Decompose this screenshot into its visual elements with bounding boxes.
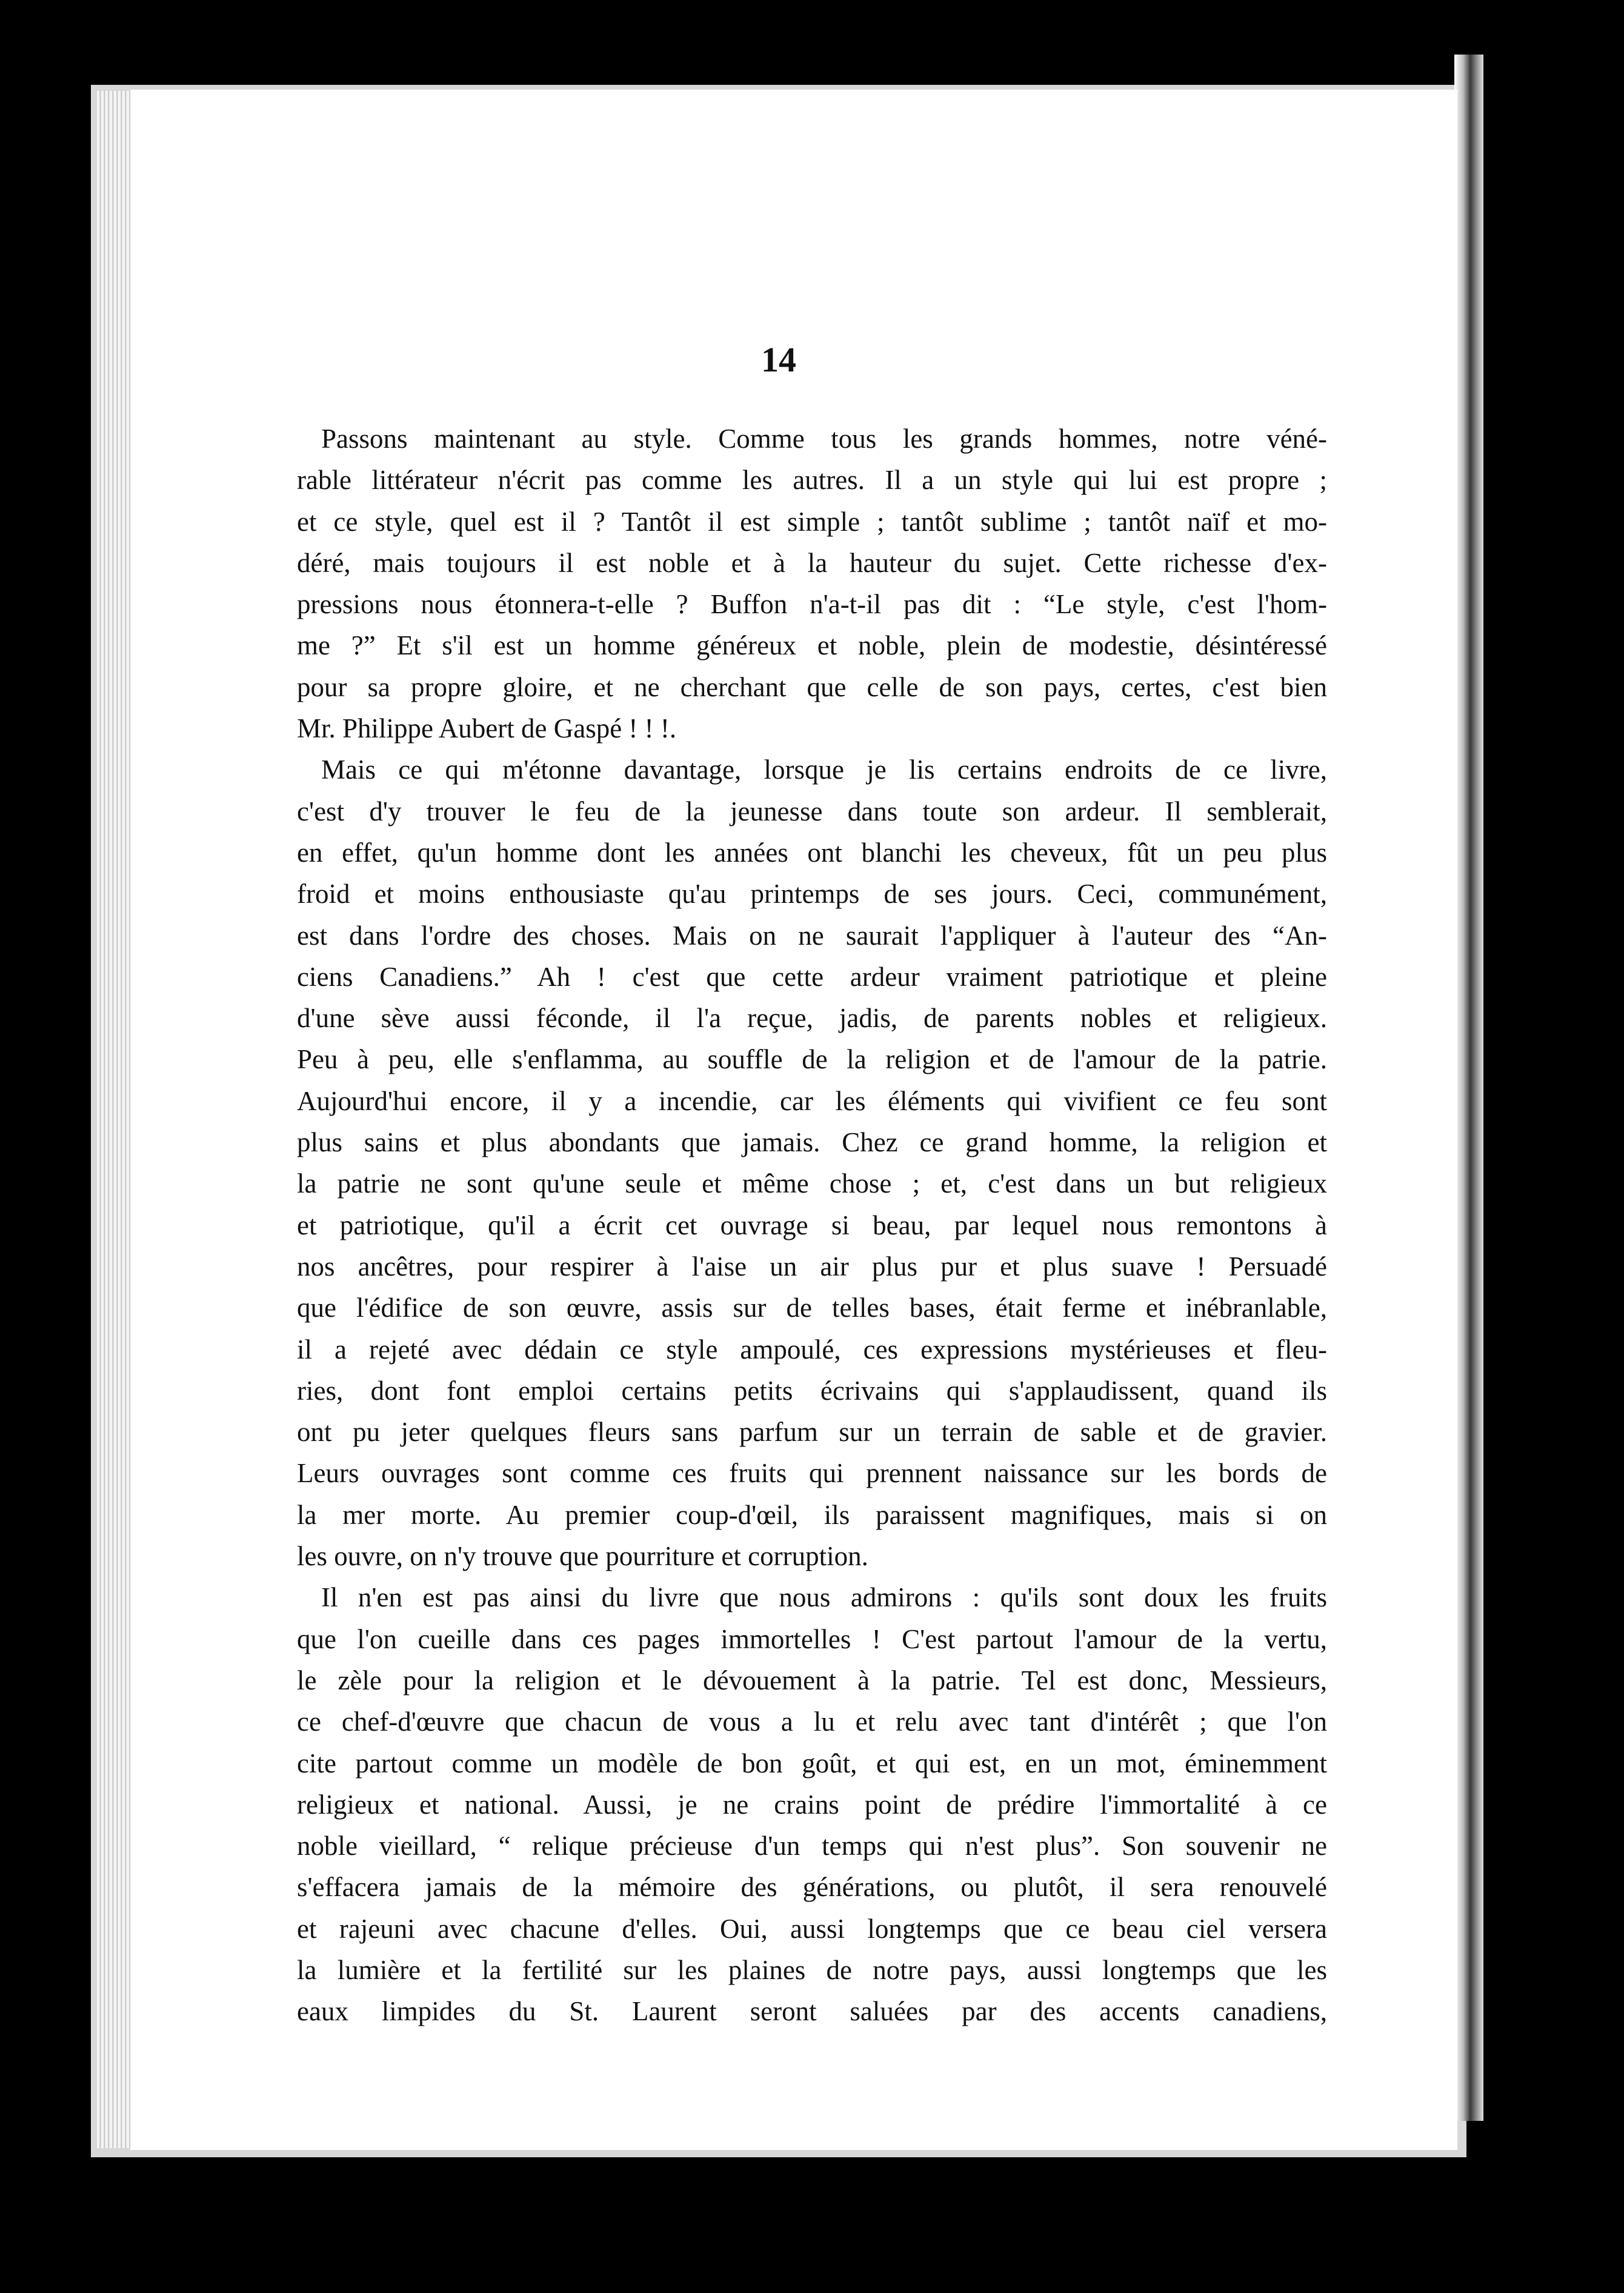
text-line: Peu à peu, elle s'enflamma, au souffle de la religion et de l'amour de la patrie.	[297, 1044, 1327, 1075]
text-line: ce chef-d'œuvre que chacun de vous a lu et relu avec tant d'intérêt ; que l'on	[297, 1706, 1327, 1737]
text-line: et rajeuni avec chacune d'elles. Oui, aussi longtemps que ce beau ciel versera	[297, 1913, 1327, 1944]
text-line: que l'édifice de son œuvre, assis sur de telles bases, était ferme et inébranlable,	[297, 1293, 1327, 1323]
text-line: les ouvre, on n'y trouve que pourriture et corruption.	[297, 1541, 868, 1572]
text-line: Passons maintenant au style. Comme tous les grands hommes, notre véné-	[321, 424, 1327, 454]
text-line: et patriotique, qu'il a écrit cet ouvrage si beau, par lequel nous remontons à	[297, 1210, 1327, 1240]
text-line: ont pu jeter quelques fleurs sans parfum sur un terrain de sable et de gravier.	[297, 1417, 1327, 1448]
text-line: noble vieillard, “ relique précieuse d'un temps qui n'est plus”. Son souvenir ne	[297, 1831, 1327, 1862]
page-number: 14	[761, 340, 796, 379]
text-line: Leurs ouvrages sont comme ces fruits qui prennent naissance sur les bords de	[297, 1458, 1327, 1489]
text-line: Mr. Philippe Aubert de Gaspé ! ! !.	[297, 713, 677, 744]
text-line: ciens Canadiens.” Ah ! c'est que cette ardeur vraiment patriotique et pleine	[297, 961, 1327, 992]
text-line: Mais ce qui m'étonne davantage, lorsque je lis certains endroits de ce livre,	[321, 754, 1327, 785]
text-line: il a rejeté avec dédain ce style ampoulé, ces expressions mystérieuses et fleu-	[297, 1334, 1327, 1365]
page-body-text	[297, 418, 1327, 2032]
text-line: me ?” Et s'il est un homme généreux et noble, plein de modestie, désintéressé	[297, 630, 1327, 661]
text-line: que l'on cueille dans ces pages immortelles ! C'est partout l'amour de la vertu,	[297, 1623, 1327, 1654]
text-line: religieux et national. Aussi, je ne crains point de prédire l'immortalité à ce	[297, 1789, 1327, 1820]
page-fold-shadow	[1454, 55, 1483, 2121]
text-line: eaux limpides du St. Laurent seront saluées par des accents canadiens,	[297, 1996, 1327, 2027]
text-line: la lumière et la fertilité sur les plaines de notre pays, aussi longtemps que les	[297, 1954, 1327, 1985]
text-line: Aujourd'hui encore, il y a incendie, car les éléments qui vivifient ce feu sont	[297, 1085, 1327, 1116]
text-line: déré, mais toujours il est noble et à la hauteur du sujet. Cette richesse d'ex-	[297, 547, 1327, 578]
text-line: rable littérateur n'écrit pas comme les autres. Il a un style qui lui est propre ;	[297, 465, 1327, 496]
text-line: le zèle pour la religion et le dévouement à la patrie. Tel est donc, Messieurs,	[297, 1665, 1327, 1696]
text-line: la patrie ne sont qu'une seule et même chose ; et, c'est dans un but religieux	[297, 1168, 1327, 1199]
text-line: et ce style, quel est il ? Tantôt il est simple ; tantôt sublime ; tantôt naïf et mo-	[297, 506, 1327, 537]
text-line: plus sains et plus abondants que jamais. Chez ce grand homme, la religion et	[297, 1127, 1327, 1158]
page-edges	[97, 91, 130, 2148]
text-line: froid et moins enthousiaste qu'au printemps de ses jours. Ceci, communément,	[297, 879, 1327, 910]
text-line: ries, dont font emploi certains petits écrivains qui s'applaudissent, quand ils	[297, 1375, 1327, 1406]
text-line: est dans l'ordre des choses. Mais on ne saurait l'appliquer à l'auteur des “An-	[297, 920, 1327, 951]
text-line: Il n'en est pas ainsi du livre que nous admirons : qu'ils sont doux les fruits	[321, 1582, 1327, 1613]
text-line: cite partout comme un modèle de bon goût, et qui est, en un mot, éminemment	[297, 1748, 1327, 1779]
text-line: c'est d'y trouver le feu de la jeunesse dans toute son ardeur. Il semblerait,	[297, 796, 1327, 827]
text-line: pressions nous étonnera-t-elle ? Buffon n'a-t-il pas dit : “Le style, c'est l'hom-	[297, 589, 1327, 620]
text-line: en effet, qu'un homme dont les années ont blanchi les cheveux, fût un peu plus	[297, 837, 1327, 868]
text-line: pour sa propre gloire, et ne cherchant que celle de son pays, certes, c'est bien	[297, 671, 1327, 702]
text-line: d'une sève aussi féconde, il l'a reçue, jadis, de parents nobles et religieux.	[297, 1003, 1327, 1034]
text-line: nos ancêtres, pour respirer à l'aise un air plus pur et plus suave ! Persuadé	[297, 1251, 1327, 1282]
text-line: la mer morte. Au premier coup-d'œil, ils paraissent magnifiques, mais si on	[297, 1499, 1327, 1530]
text-line: s'effacera jamais de la mémoire des générations, ou plutôt, il sera renouvelé	[297, 1872, 1327, 1903]
